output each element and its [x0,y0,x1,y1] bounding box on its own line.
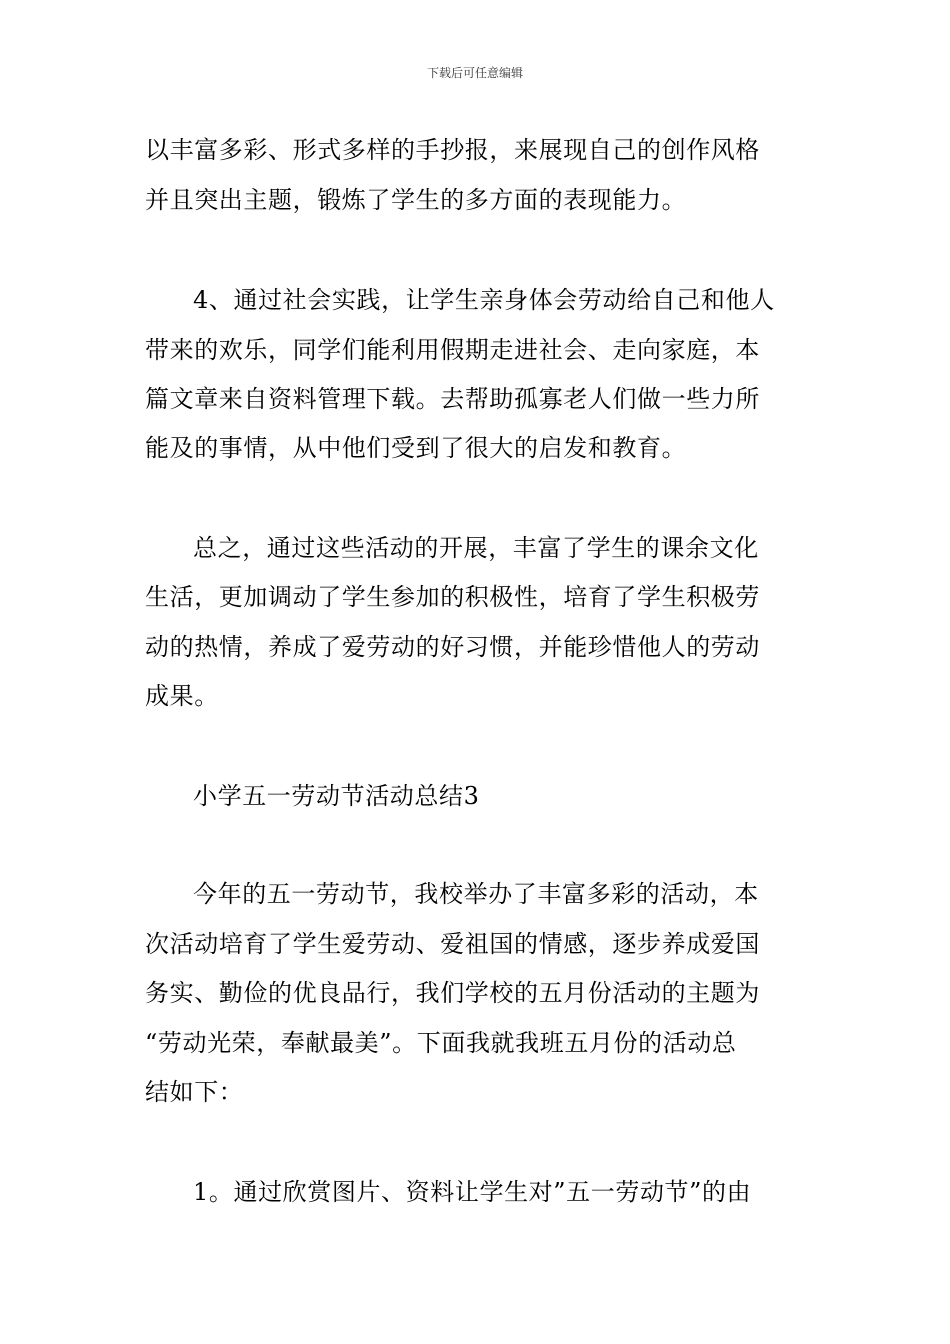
paragraph-line: 总之，通过这些活动的开展，丰富了学生的课余文化 [193,534,759,562]
paragraph-line: 动的热情，养成了爱劳动的好习惯，并能珍惜他人的劳动 [145,633,760,661]
paragraph-line: 4、通过社会实践，让学生亲身体会劳动给自己和他人 [193,286,775,314]
paragraph-line: 结如下： [145,1078,244,1106]
paragraph-line: 生活，更加调动了学生参加的积极性，培育了学生积极劳 [145,583,760,611]
paragraph-line: “劳动光荣，奉献最美”。下面我就我班五月份的活动总 [145,1029,737,1057]
paragraph-line: 务实、勤俭的优良品行，我们学校的五月份活动的主题为 [145,979,760,1007]
paragraph-line: 次活动培育了学生爱劳动、爱祖国的情感，逐步养成爱国 [145,930,760,958]
paragraph-line: 篇文章来自资料管理下载。去帮助孤寡老人们做一些力所 [145,385,760,413]
paragraph-line: 能及的事情，从中他们受到了很大的启发和教育。 [145,434,687,462]
section-heading: 小学五一劳动节活动总结3 [193,782,480,810]
paragraph-line: 成果。 [145,682,219,710]
paragraph-line: 带来的欢乐，同学们能利用假期走进社会、走向家庭，本 [145,336,760,364]
paragraph-line: 以丰富多彩、形式多样的手抄报，来展现自己的创作风格 [145,136,760,164]
paragraph-line: 并且突出主题，锻炼了学生的多方面的表现能力。 [145,186,687,214]
page-header: 下载后可任意编辑 [426,66,523,80]
paragraph-line: 1。通过欣赏图片、资料让学生对”五一劳动节”的由 [193,1178,752,1206]
paragraph-line: 今年的五一劳动节，我校举办了丰富多彩的活动，本 [193,880,759,908]
